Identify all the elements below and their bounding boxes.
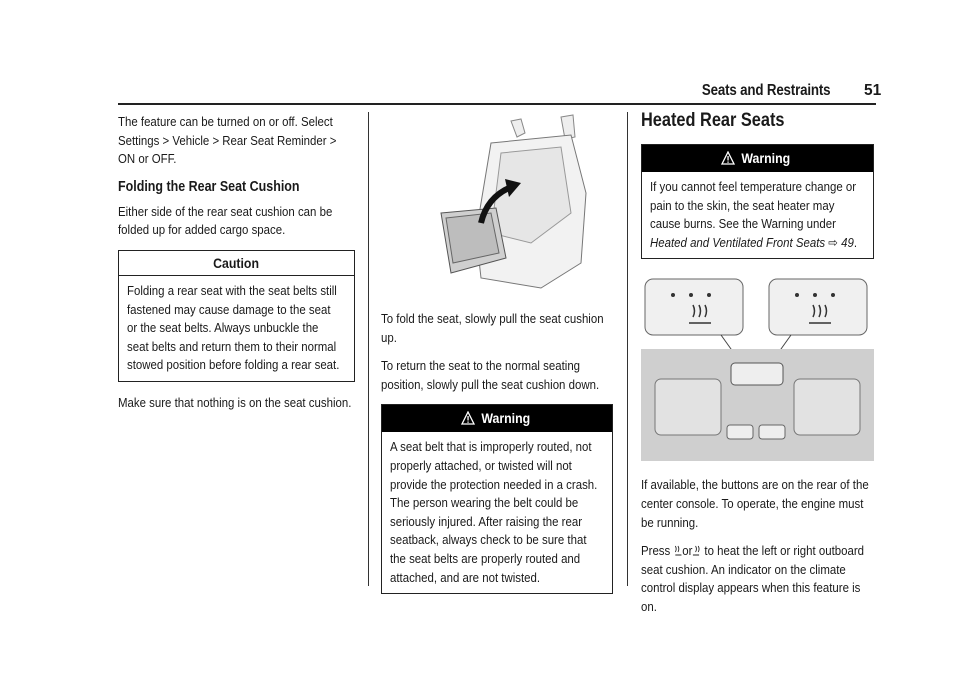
header-rule [118, 103, 876, 105]
heated-seat-left-icon [673, 545, 682, 557]
warning-triangle-icon [461, 411, 475, 425]
column-1 [118, 113, 355, 423]
heated-rear-seats-heading: Heated Rear Seats [641, 110, 785, 131]
return-instruction: To return the seat to the normal seating position, slowly pull the seat cushion down. [381, 358, 600, 392]
folding-seat-illustration [421, 113, 591, 293]
folding-heading: Folding the Rear Seat Cushion [118, 178, 300, 195]
warning-title-seatbelt: Warning [382, 405, 612, 432]
page-header-title: Seats and Restraints [701, 82, 830, 99]
column-divider-right [627, 112, 628, 586]
column-2 [381, 113, 613, 606]
page-number: 51 [864, 82, 882, 99]
heated-seat-right-icon [692, 545, 701, 557]
rear-console-buttons-illustration [641, 275, 874, 461]
page-ref-arrow-icon: ⇨ [828, 234, 838, 250]
warning-box-seatbelt [381, 404, 613, 594]
warning-title-heater: Warning [642, 145, 873, 172]
warning-text-seatbelt: A seat belt that is improperly routed, not properly attached, or twisted will not provide the protection needed in a crash. The person wearing the belt could be seriously injured. After raising the rear seatback, always check to be sure that the seat belts are properly routed and attached, and are not twisted. [390, 439, 598, 585]
column-3 [641, 110, 874, 627]
press-instruction: Press or to heat the left or right outboard seat cushion. An indicator on the climate control display appears when this feature is on. [641, 543, 865, 614]
warning-reference: Heated and Ventilated Front Seats [650, 234, 826, 250]
caution-text: Folding a rear seat with the seat belts still fastened may cause damage to the seat or the seat belts. Always unbuckle the seat belts and return them to their normal stowed position before folding a rear seat. [127, 282, 340, 373]
folding-paragraph: Either side of the rear seat cushion can be folded up for added cargo space. [118, 203, 333, 238]
buttons-location-paragraph: If available, the buttons are on the rear of the center console. To operate, the engine must be running. [641, 477, 869, 530]
warning-text-heater: If you cannot feel temperature change or pain to the skin, the seat heater may cause burns. See the Warning under Heated and Ventilated Front Seats ⇨ 49. [650, 179, 858, 250]
warning-triangle-icon [721, 151, 735, 165]
fold-instruction: To fold the seat, slowly pull the seat cushion up. [381, 311, 604, 345]
intro-paragraph: The feature can be turned on or off. Select Settings > Vehicle > Rear Seat Reminder > ON or OFF. [118, 114, 337, 167]
column-divider-left [368, 112, 369, 586]
warning-box-heater [641, 144, 874, 259]
caution-box [118, 250, 355, 382]
after-caution-paragraph: Make sure that nothing is on the seat cushion. [118, 394, 352, 410]
caution-title: Caution [119, 251, 354, 276]
